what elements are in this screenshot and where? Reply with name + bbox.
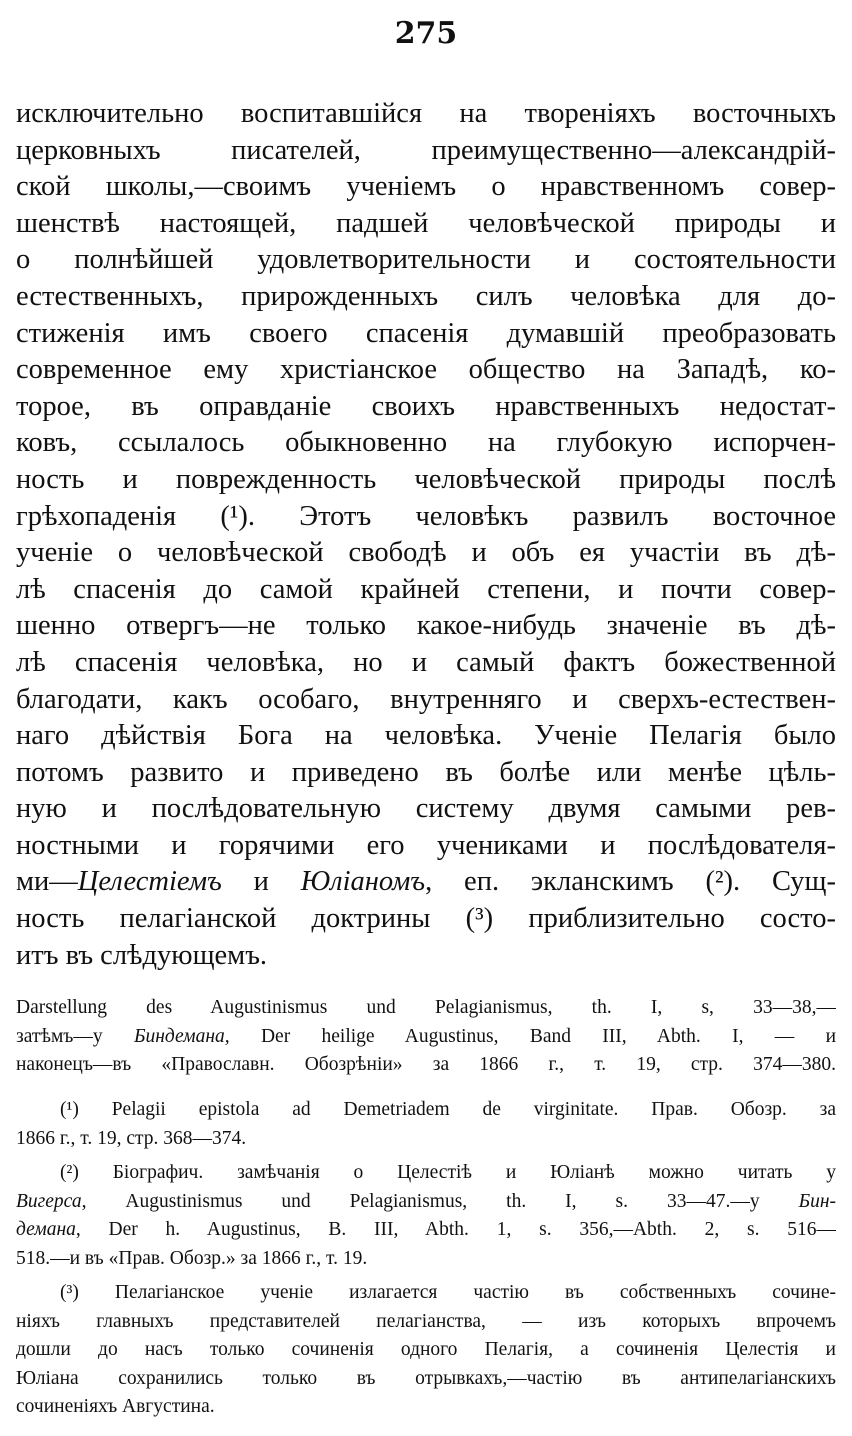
text-line: потомъ развито и приведено въ болѣе или менѣе цѣль- [16,756,836,788]
text-line: ученіе о человѣческой свободѣ и объ ея участіи въ дѣ- [16,537,836,569]
text-line: о полнѣйшей удовлетворительности и состоятельности [16,244,836,276]
text-line: итъ въ слѣдующемъ. [16,939,268,971]
footnote-line: наконецъ—въ «Православн. Обозрѣніи» за 1866 г., т. 19, стр. 374—380. [16,1054,836,1076]
text-line: ностными и горячими его учениками и послѣдователя- [16,829,836,861]
text-line: современное ему христіанское общество на Западѣ, ко- [16,354,836,386]
text-line: шенствѣ настоящей, падшей человѣческой природы и [16,207,836,239]
text-run: и [221,866,301,898]
footnote-line: 1866 г., т. 19, стр. 368—374. [16,1127,247,1149]
text-line: наго дѣйствія Бога на человѣка. Ученіе Пелагія было [16,720,836,752]
footnote-line: Юліана сохранились только въ отрывкахъ,—частію въ антипелагіанскихъ [16,1367,836,1389]
text-line: ской школы,—своимъ ученіемъ о нравственномъ совер- [16,171,836,203]
footnote-line: (²) Біографич. замѣчанія о Целестіѣ и Юліанѣ можно читать у [60,1162,836,1183]
text-line: ковъ, ссылалось обыкновенно на глубокую испорчен- [16,427,836,459]
footnote-line [16,1216,836,1245]
footnote-3 [16,1279,836,1422]
text-run: Der heilige Augustinus, Band III, Abth. I, — и [229,1025,836,1047]
footnote-2 [16,1159,836,1273]
footnote-line: сочиненіяхъ Августина. [16,1396,215,1418]
author-name: Биндемана, [133,1025,230,1047]
text-line: шенно отвергъ—не только какое-нибудь значеніе въ дѣ- [16,610,836,642]
footnote-line: 518.—и въ «Прав. Обозр.» за 1866 г., т. 19. [16,1247,368,1269]
text-line: ную и послѣдовательную систему двумя самыми рев- [16,793,836,825]
text-line: ность и поврежденность человѣческой природы послѣ [16,463,836,495]
name-julian: Юліаномъ [300,866,426,898]
author-name: Вигерса [16,1190,82,1212]
footnote-line: Darstellung des Augustinismus und Pelagianismus, th. I, s, 33—38,— [16,997,836,1018]
name-celestius: Целестіемъ [77,866,222,898]
text-line [16,864,836,901]
author-name: Бин- [798,1190,836,1212]
page-number: 275 [394,16,458,51]
footnote-line [16,1188,836,1217]
footnote-line: дошли до насъ только сочиненія одного Пелагія, а сочиненія Целестія и [16,1339,836,1361]
text-line: церковныхъ писателей, преимущественно—александрій- [16,134,836,166]
text-line: лѣ спасенія человѣка, но и самый фактъ божественной [16,646,836,678]
footnote-line: (¹) Pelagii epistola ad Demetriadem de virginitate. Прав. Обозр. за [60,1099,836,1120]
footnote-1 [16,1096,836,1153]
text-run: затѣмъ—у [16,1025,134,1047]
footnote-line: (³) Пелагіанское ученіе излагается частію въ собственныхъ сочине- [60,1282,836,1303]
footnote-line: ніяхъ главныхъ представителей пелагіанства, — изъ которыхъ впрочемъ [16,1310,836,1332]
main-text [16,96,836,974]
footnote-continued [16,994,836,1080]
footnote-line [16,1023,836,1052]
text-line: торое, въ оправданіе своихъ нравственныхъ недостат- [16,390,836,422]
text-line: лѣ спасенія до самой крайней степени, и почти совер- [16,573,836,605]
text-line: исключительно воспитавшійся на твореніяхъ восточныхъ [16,98,836,129]
text-line: ность пелагіанской доктрины (³) приблизительно состо- [16,903,836,935]
author-name: демана [16,1219,76,1241]
text-run: , Augustinismus und Pelagianismus, th. I, s. 33—47.—у [81,1190,799,1212]
text-run: , Der h. Augustinus, B. III, Abth. 1, s. 356,—Abth. 2, s. 516— [75,1219,836,1241]
text-line: естественныхъ, прирожденныхъ силъ человѣка для до- [16,280,836,312]
text-line: благодати, какъ особаго, внутренняго и сверхъ-естествен- [16,683,836,715]
text-line: стиженія имъ своего спасенія думавшій преобразовать [16,317,836,349]
text-line: грѣхопаденія (¹). Этотъ человѣкъ развилъ восточное [16,500,836,532]
text-run: , еп. экланскимъ (²). Сущ- [425,866,836,898]
text-run: ми— [16,866,78,898]
